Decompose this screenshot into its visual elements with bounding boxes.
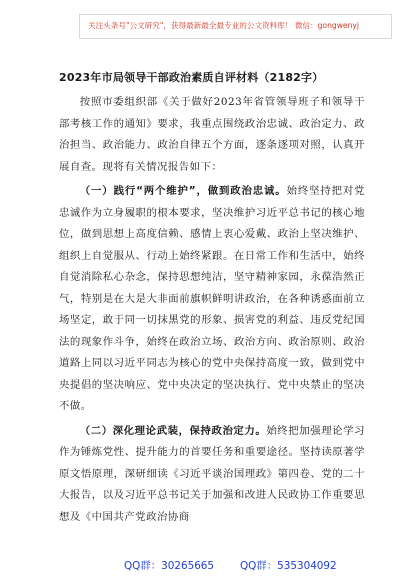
footer	[0, 557, 408, 577]
header-banner	[0, 0, 408, 50]
section-1-heading: （一）践行“两个维护”，做到政治忠诚。	[79, 185, 287, 197]
section-1-text: 始终坚持把对党忠诚作为立身履职的根本要求，坚决维护习近平总书记的核心地位，做到思想上高度信赖、感情上衷心爱戴、政治上坚决维护、组织上自觉服从、行动上始终紧跟。在日常工作和生活中，始终自觉消除私心杂念，保持思想纯洁，坚守精神家园，永葆浩然正气，特别是在大是大非面前旗帜鲜明讲政治，在各种诱惑面前立场坚定，敢于同一切抹黑党的形象、损害党的利益、违反党纪国法的现象作斗争，始终在政治立场、政治方向、政治原则、政治道路上同以习近平同志为核心的党中央保持高度一致，做到党中央提倡的坚决响应、党中央决定的坚决执行、党中央禁止的坚决不做。	[59, 185, 366, 412]
section-2-paragraph	[59, 421, 365, 529]
intro-paragraph: 按照市委组织部《关于做好2023年省管领导班子和领导干部考核工作的通知》要求，我重点围绕政治忠诚、政治定力、政治担当、政治能力、政治自律五个方面，逐条逐项对照，认真开展自查。现将有关情况报告如下：	[59, 96, 365, 173]
header-banner-text: 关注头条号"公文研究"，获得最新最全最专业的公文资料库！ 微信：gongwenyj	[88, 21, 360, 30]
footer-qq-group-1[interactable]: QQ群：30265665	[124, 560, 215, 572]
section-1-paragraph	[59, 181, 365, 418]
document-body	[59, 92, 365, 528]
document-title: 2023年市局领导干部政治素质自评材料（2182字）	[59, 71, 324, 84]
section-2-heading: （二）深化理论武装，保持政治定力。	[79, 424, 267, 437]
footer-qq-group-2[interactable]: QQ群：535304092	[240, 560, 337, 572]
section-2-text: 始终把加强理论学习作为锤炼党性、提升能力的首要任务和重要途径。坚持读原著学原文悟原理，深研细读《习近平谈治国理政》第四卷、党的二十大报告，以及习近平总书记关于加强和改进人民政协工作重要思想及《中国共产党政治协商	[59, 424, 365, 523]
